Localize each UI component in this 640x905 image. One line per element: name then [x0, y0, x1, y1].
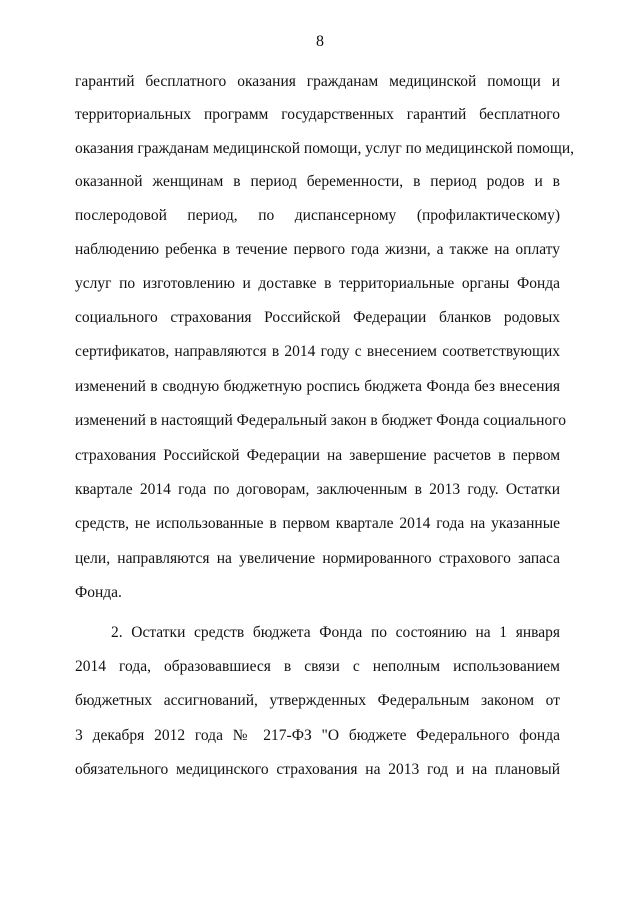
paragraph-start-line: 2. Остатки средств бюджета Фонда по состоянию на 1 января — [111, 624, 560, 641]
text-line: территориальных программ государственных гарантий бесплатного — [75, 106, 560, 123]
text-line: послеродовой период, по диспансерному (профилактическому) — [75, 207, 560, 224]
page-number: 8 — [316, 33, 324, 50]
text-line: цели, направляются на увеличение нормированного страхового запаса — [75, 550, 560, 567]
text-line: бюджетных ассигнований, утвержденных Федеральным законом от — [75, 692, 560, 709]
text-line: изменений в настоящий Федеральный закон в бюджет Фонда социального — [75, 412, 566, 429]
text-line: 3 декабря 2012 года № 217-ФЗ "О бюджете Федерального фонда — [75, 727, 560, 744]
text-line: наблюдению ребенка в течение первого года жизни, а также на оплату — [75, 241, 560, 258]
text-line: 2014 года, образовавшиеся в связи с неполным использованием — [75, 658, 560, 675]
text-line: квартале 2014 года по договорам, заключенным в 2013 году. Остатки — [75, 481, 560, 498]
text-line: оказания гражданам медицинской помощи, услуг по медицинской помощи, — [75, 140, 574, 157]
text-line: гарантий бесплатного оказания гражданам медицинской помощи и — [75, 73, 560, 90]
text-line: Фонда. — [75, 584, 122, 601]
text-line: средств, не использованные в первом квартале 2014 года на указанные — [75, 515, 560, 532]
text-line: страхования Российской Федерации на завершение расчетов в первом — [75, 447, 560, 464]
text-line: социального страхования Российской Федерации бланков родовых — [75, 309, 560, 326]
text-line: оказанной женщинам в период беременности, в период родов и в — [75, 173, 560, 190]
text-line: обязательного медицинского страхования на 2013 год и на плановый — [75, 761, 560, 778]
text-line: изменений в сводную бюджетную роспись бюджета Фонда без внесения — [75, 378, 560, 395]
text-line: сертификатов, направляются в 2014 году с внесением соответствующих — [75, 343, 560, 360]
text-line: услуг по изготовлению и доставке в территориальные органы Фонда — [75, 275, 560, 292]
